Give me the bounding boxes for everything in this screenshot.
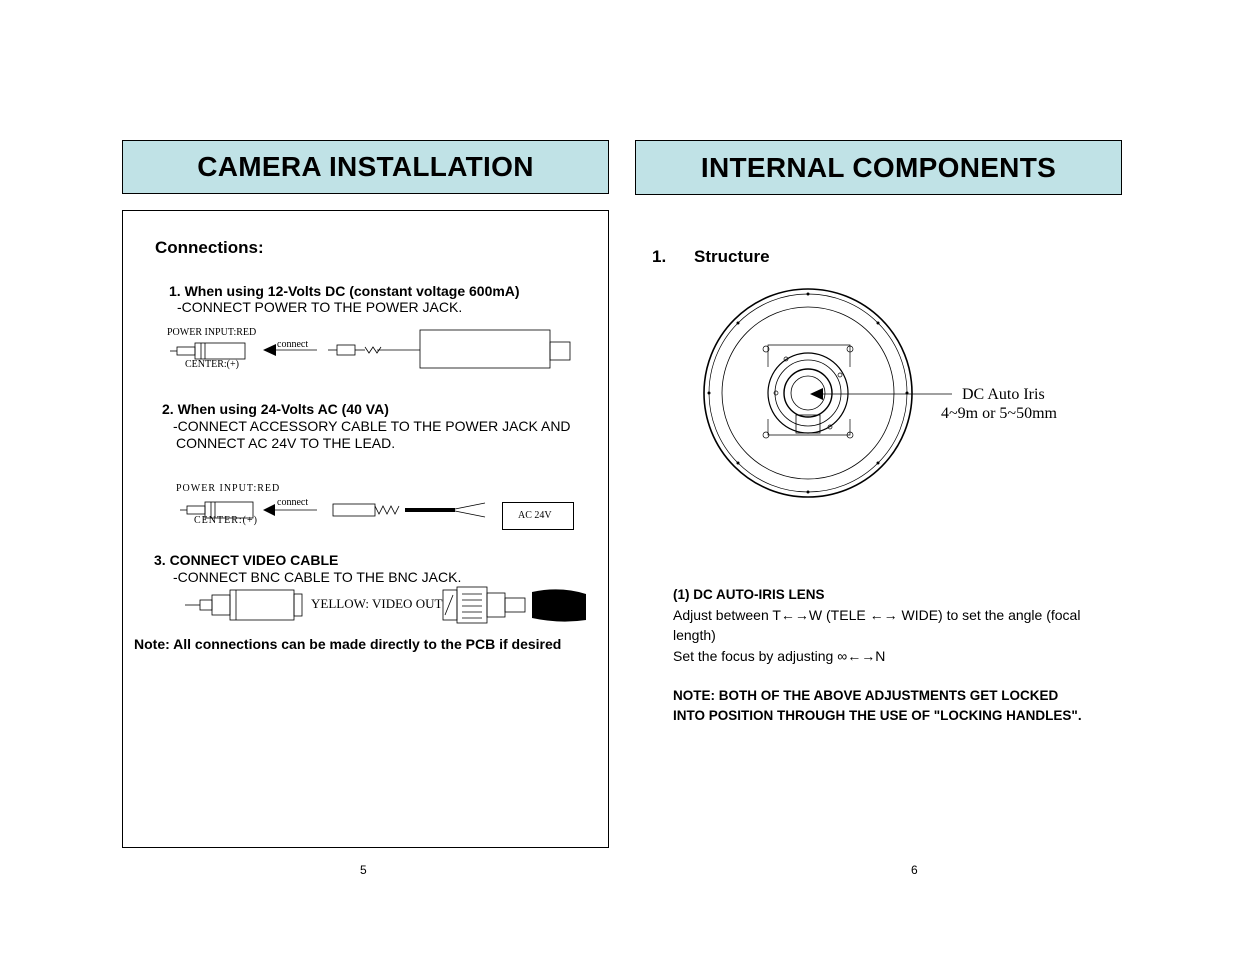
ac-power-connection-diagram — [175, 495, 505, 525]
locking-note-line2: INTO POSITION THROUGH THE USE OF "LOCKING HANDLES". — [673, 708, 1082, 723]
lens-range-label: 4~9m or 5~50mm — [941, 405, 1057, 422]
section-title: Structure — [694, 247, 770, 266]
step2-title: 2. When using 24-Volts AC (40 VA) — [162, 401, 389, 417]
lens-adjust-text: Adjust between T←→W (TELE ←→ WIDE) to set the angle (focal — [673, 607, 1081, 623]
camera-structure-diagram — [700, 285, 920, 505]
focus-adjust-text: Set the focus by adjusting ∞←→N — [673, 648, 886, 664]
dc-power-connection-diagram — [165, 325, 575, 375]
camera-installation-header — [122, 140, 609, 194]
page-number-right: 6 — [911, 863, 918, 877]
ac-24v-label: AC 24V — [518, 510, 552, 521]
internal-components-header — [635, 140, 1122, 195]
step2-instruction-line2: CONNECT AC 24V TO THE LEAD. — [176, 435, 396, 451]
video-out-label: YELLOW: VIDEO OUT — [311, 596, 443, 611]
step3-instruction: -CONNECT BNC CABLE TO THE BNC JACK. — [173, 569, 462, 585]
connections-note: Note: All connections can be made directly to the PCB if desired — [134, 636, 562, 652]
section-number: 1. — [652, 247, 667, 266]
dc-auto-iris-label: DC Auto Iris — [962, 386, 1045, 403]
connections-heading: Connections: — [155, 238, 264, 257]
lens-adjust-text-cont: length) — [673, 627, 716, 643]
bnc-connection-diagram — [180, 580, 590, 630]
connect-label: connect — [277, 339, 309, 350]
connect-arrow — [263, 344, 276, 356]
header-title: INTERNAL COMPONENTS — [700, 151, 1057, 183]
step1-instruction: -CONNECT POWER TO THE POWER JACK. — [177, 299, 463, 315]
center-label: CENTER:(+) — [194, 515, 258, 526]
lens-pointer-arrow — [810, 388, 823, 400]
step1-title: 1. When using 12-Volts DC (constant voltage 600mA) — [169, 283, 520, 299]
power-input-label: POWER INPUT:RED — [176, 483, 281, 494]
center-label: CENTER:(+) — [185, 359, 239, 370]
connect-label: connect — [277, 497, 309, 508]
header-title: CAMERA INSTALLATION — [197, 151, 534, 182]
step3-title: 3. CONNECT VIDEO CABLE — [154, 552, 339, 568]
page-number-left: 5 — [360, 863, 367, 877]
locking-note-line1: NOTE: BOTH OF THE ABOVE ADJUSTMENTS GET LOCKED — [673, 688, 1059, 703]
power-input-label: POWER INPUT:RED — [167, 327, 257, 338]
connect-arrow — [263, 504, 275, 516]
lens-section-title: (1) DC AUTO-IRIS LENS — [673, 587, 825, 602]
step2-instruction-line1: -CONNECT ACCESSORY CABLE TO THE POWER JACK AND — [173, 418, 571, 434]
